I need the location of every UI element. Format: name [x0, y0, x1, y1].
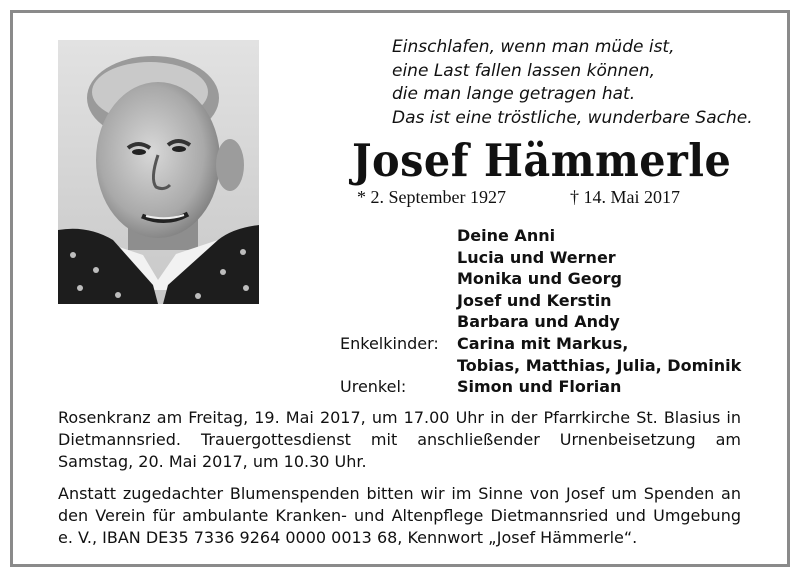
mourner-row [340, 225, 780, 247]
relation-label: Urenkel: [340, 377, 407, 397]
relation-label [340, 225, 457, 247]
relation-label [340, 268, 457, 290]
relation-label [340, 247, 457, 269]
donation-notice: Anstatt zugedachter Blumenspenden bitten wir im Sinne von Josef um Spenden an den Verein für ambulante Kranken- und Altenpflege Dietmannsried und Umgebung e. V., IBAN DE35 7336 9264 0000 0013 68, Kennwort „Josef Hämmerle“. [58, 484, 741, 547]
poem-line: die man lange getragen hat. [392, 84, 636, 104]
poem-line: eine Last fallen lassen können, [392, 60, 656, 81]
mourner-names: Josef und Kerstin [457, 290, 612, 310]
relation-label [340, 355, 457, 377]
relation-label [340, 290, 457, 312]
mourner-row [340, 290, 780, 312]
relation-label: Enkelkinder: [340, 333, 439, 353]
mourner-row [340, 311, 780, 333]
mourner-names: Simon und Florian [457, 377, 622, 397]
mourner-names: Lucia und Werner [457, 247, 616, 267]
mourner-names: Monika und Georg [457, 269, 622, 289]
poem [392, 36, 772, 130]
mourner-row [340, 376, 780, 398]
mourners-list [340, 225, 780, 398]
poem-line: Das ist eine tröstliche, wunderbare Sache. [392, 107, 753, 128]
mourner-row [340, 268, 780, 290]
mourner-row [340, 247, 780, 269]
death-date: † 14. Mai 2017 [570, 187, 680, 207]
mourner-row [340, 333, 780, 355]
mourner-names: Deine Anni [457, 226, 556, 245]
rosary-notice: Rosenkranz am Freitag, 19. Mai 2017, um 17.00 Uhr in der Pfarrkirche St. Blasius in Dietmannsried. Trauergottesdienst mit anschließender Urnenbeisetzung am Samstag, 20. Mai 2017, um 10.30 Uhr. [58, 408, 741, 471]
mourner-names: Barbara und Andy [457, 312, 620, 332]
poem-line: Einschlafen, wenn man müde ist, [392, 37, 675, 57]
mourner-row [340, 355, 780, 377]
portrait-photo [58, 40, 259, 304]
mourner-names: Carina mit Markus, [457, 333, 629, 353]
mourner-names: Tobias, Matthias, Julia, Dominik [457, 355, 742, 375]
deceased-name: Josef Hämmerle [352, 134, 732, 187]
birth-date: * 2. September 1927 [357, 187, 506, 207]
relation-label [340, 311, 457, 333]
